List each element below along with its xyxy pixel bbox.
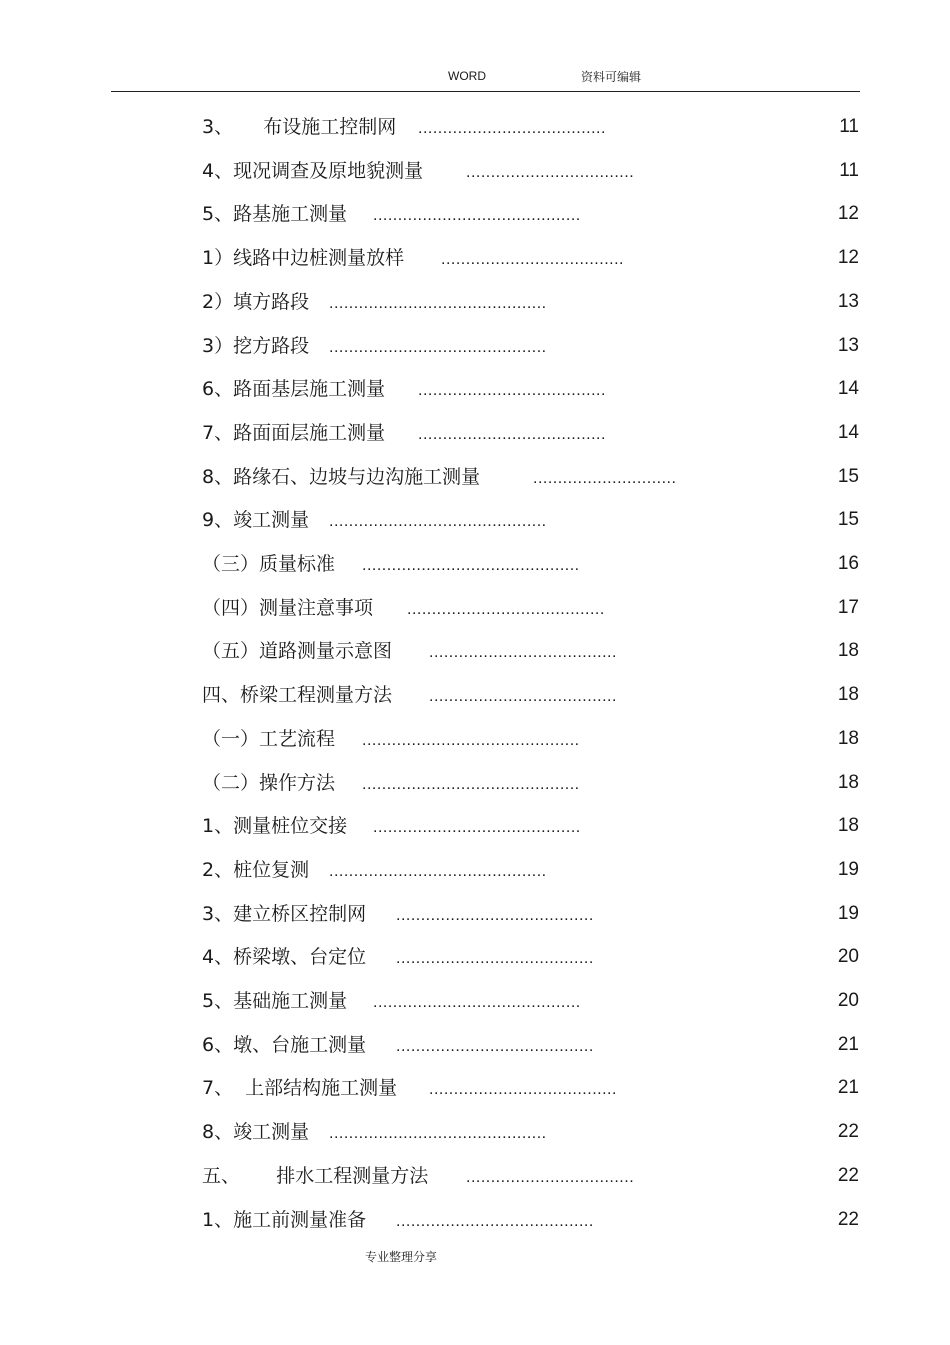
toc-entry-leader-dots: ........................................	[396, 906, 594, 924]
toc-entry[interactable]	[0, 724, 950, 754]
toc-entry-leader-dots: ..................................	[466, 1168, 635, 1186]
toc-entry-leader-dots: ............................................	[329, 513, 547, 531]
toc-entry-title: 2）填方路段	[202, 290, 310, 313]
toc-entry-leader-dots: ..........................................	[373, 994, 581, 1011]
toc-entry-title: 5、基础施工测量	[202, 990, 348, 1012]
toc-entry-title: 5、路基施工测量	[202, 203, 348, 226]
toc-entry-leader-dots: ............................................	[329, 1125, 547, 1143]
toc-entry-page-number: 20	[837, 990, 859, 1011]
toc-entry-page-number: 11	[839, 159, 859, 181]
toc-entry-title: 五、 排水工程测量方法	[202, 1164, 429, 1187]
toc-entry[interactable]	[0, 593, 950, 623]
toc-entry-title: 3）挖方路段	[202, 334, 310, 357]
toc-entry-page-number: 18	[837, 684, 859, 706]
toc-entry[interactable]	[0, 549, 950, 579]
toc-entry-page-number: 12	[837, 203, 859, 225]
toc-entry-title: 6、墩、台施工测量	[202, 1033, 367, 1056]
toc-entry-leader-dots: ............................................	[362, 775, 580, 793]
toc-entry-leader-dots: ........................................	[396, 1212, 594, 1230]
toc-entry-page-number: 11	[839, 116, 859, 137]
toc-entry-page-number: 13	[837, 290, 859, 312]
toc-entry[interactable]	[0, 1030, 950, 1060]
toc-entry[interactable]	[0, 199, 950, 229]
toc-entry[interactable]	[0, 243, 950, 273]
toc-entry-leader-dots: ..................................	[466, 163, 635, 181]
toc-entry-page-number: 21	[837, 1077, 859, 1099]
toc-entry[interactable]	[0, 899, 950, 929]
toc-entry-leader-dots: ............................................	[329, 862, 547, 880]
toc-entry[interactable]	[0, 1073, 950, 1103]
toc-entry-page-number: 18	[837, 640, 859, 662]
toc-entry-title: 9、竣工测量	[202, 509, 310, 532]
toc-entry-page-number: 13	[837, 334, 859, 356]
toc-entry-leader-dots: ......................................	[429, 644, 617, 662]
header-editable-label: 资料可编辑	[581, 70, 642, 84]
toc-entry-page-number: 15	[837, 509, 859, 531]
toc-entry-title: 1、测量桩位交接	[202, 815, 348, 838]
toc-entry-page-number: 18	[837, 771, 859, 793]
toc-entry[interactable]	[0, 156, 950, 186]
toc-entry-leader-dots: ......................................	[429, 688, 617, 706]
toc-entry-title: （二）操作方法	[202, 771, 336, 794]
toc-entry-leader-dots: ........................................	[396, 1037, 594, 1055]
toc-entry[interactable]	[0, 462, 950, 492]
toc-entry-title: （五）道路测量示意图	[202, 640, 393, 663]
toc-entry-title: 7、路面面层施工测量	[202, 421, 386, 444]
toc-entry-page-number: 18	[837, 727, 859, 749]
header-word-label: WORD	[448, 69, 486, 83]
toc-entry-leader-dots: ............................................	[329, 338, 547, 356]
toc-entry-leader-dots: ......................................	[429, 1081, 617, 1099]
toc-entry-page-number: 16	[837, 553, 859, 574]
toc-entry-title: 8、竣工测量	[202, 1121, 310, 1144]
header-divider	[111, 91, 860, 92]
toc-entry-title: 2、桩位复测	[202, 858, 310, 881]
toc-entry-leader-dots: ............................................	[362, 731, 580, 749]
toc-entry-page-number: 14	[837, 378, 859, 400]
toc-entry-leader-dots: ......................................	[418, 382, 606, 400]
toc-entry[interactable]	[0, 374, 950, 404]
toc-entry-title: 四、桥梁工程测量方法	[202, 684, 393, 707]
toc-entry-page-number: 14	[837, 421, 859, 443]
toc-entry-page-number: 19	[837, 858, 859, 880]
toc-entry-page-number: 22	[837, 1121, 859, 1143]
toc-entry-page-number: 19	[837, 902, 859, 924]
toc-entry-title: 3、 布设施工控制网	[202, 116, 397, 138]
toc-entry-leader-dots: ..........................................	[373, 819, 581, 837]
toc-entry[interactable]	[0, 636, 950, 666]
toc-entry-title: 4、桥梁墩、台定位	[202, 946, 367, 969]
toc-entry-leader-dots: ............................................	[362, 557, 580, 574]
toc-entry[interactable]	[0, 768, 950, 798]
toc-entry-title: （三）质量标准	[202, 553, 336, 575]
toc-entry-leader-dots: ......................................	[418, 120, 606, 137]
toc-entry-leader-dots: ........................................	[407, 600, 605, 618]
toc-entry[interactable]	[0, 418, 950, 448]
toc-entry-leader-dots: ..........................................	[373, 207, 581, 225]
toc-entry[interactable]	[0, 112, 950, 142]
toc-entry[interactable]	[0, 1161, 950, 1191]
toc-entry-leader-dots: ........................................	[396, 950, 594, 968]
toc-entry[interactable]	[0, 986, 950, 1016]
toc-entry-page-number: 22	[837, 1208, 859, 1230]
toc-entry[interactable]	[0, 855, 950, 885]
toc-entry-page-number: 15	[837, 465, 859, 487]
toc-entry-title: （四）测量注意事项	[202, 596, 374, 619]
toc-entry-page-number: 18	[837, 815, 859, 837]
toc-entry[interactable]	[0, 287, 950, 317]
page-footer: 专业整理分享	[365, 1250, 438, 1264]
toc-entry-page-number: 17	[837, 596, 859, 618]
toc-entry[interactable]	[0, 1117, 950, 1147]
toc-entry-page-number: 20	[837, 946, 859, 968]
toc-entry-title: 1）线路中边桩测量放样	[202, 247, 405, 270]
toc-entry[interactable]	[0, 331, 950, 361]
toc-entry-title: 4、现况调查及原地貌测量	[202, 159, 424, 182]
toc-entry-title: 1、施工前测量准备	[202, 1208, 367, 1231]
toc-entry[interactable]	[0, 505, 950, 535]
toc-entry-title: 7、 上部结构施工测量	[202, 1077, 398, 1100]
toc-entry[interactable]	[0, 811, 950, 841]
toc-entry[interactable]	[0, 942, 950, 972]
toc-entry-leader-dots: .....................................	[441, 251, 624, 269]
toc-entry-title: 6、路面基层施工测量	[202, 378, 386, 401]
toc-entry-leader-dots: .............................	[533, 469, 677, 487]
toc-entry-title: 8、路缘石、边坡与边沟施工测量	[202, 465, 481, 488]
toc-entry-leader-dots: ............................................	[329, 294, 547, 312]
toc-entry[interactable]	[0, 1205, 950, 1235]
toc-entry-title: 3、建立桥区控制网	[202, 902, 367, 925]
toc-entry-page-number: 22	[837, 1164, 859, 1186]
toc-entry-page-number: 12	[837, 247, 859, 269]
toc-entry-page-number: 21	[837, 1033, 859, 1055]
toc-entry[interactable]	[0, 680, 950, 710]
toc-entry-leader-dots: ......................................	[418, 425, 606, 443]
page-header	[0, 67, 950, 87]
toc-entry-title: （一）工艺流程	[202, 727, 336, 750]
